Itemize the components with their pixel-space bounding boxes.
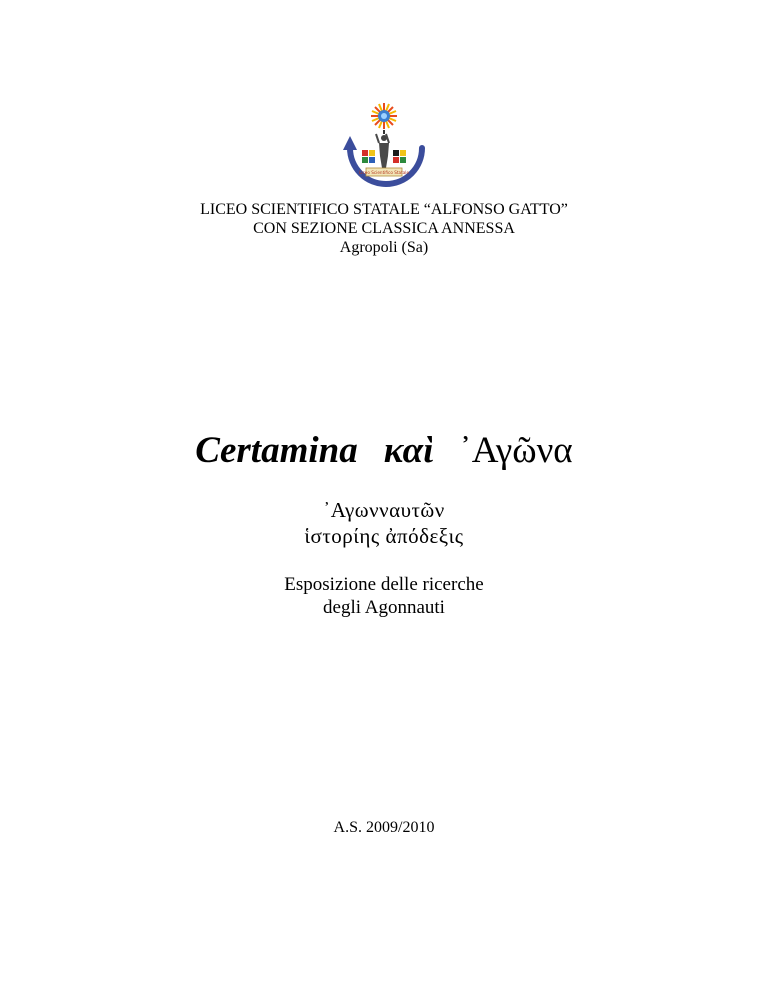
italian-subtitle [0,573,768,619]
school-emblem-icon [334,96,434,192]
title-greek-agona: ᾽Αγῶνα [459,430,573,471]
school-location: Agropoli (Sa) [339,239,429,256]
italian-subtitle-line-2: degli Agonnauti [323,597,445,618]
school-section: CON SEZIONE CLASSICA ANNESSA [253,220,515,237]
greek-subtitle-line-1: ᾽Αγωνναυτῶν [323,498,445,522]
document-title [0,428,768,474]
italian-subtitle-line-1: Esposizione delle ricerche [284,574,484,595]
school-year: A.S. 2009/2010 [333,819,435,836]
school-name: LICEO SCIENTIFICO STATALE “ALFONSO GATTO” [200,201,568,218]
title-latin-word: Certamina [195,430,358,471]
greek-subtitle [0,497,768,549]
logo-plate-text: Liceo Scientifico Statale [358,170,410,175]
school-header [0,200,768,257]
greek-subtitle-line-2: ἱστορίης ἀπόδεξις [304,524,464,548]
title-greek-kai: καὶ [383,430,434,471]
